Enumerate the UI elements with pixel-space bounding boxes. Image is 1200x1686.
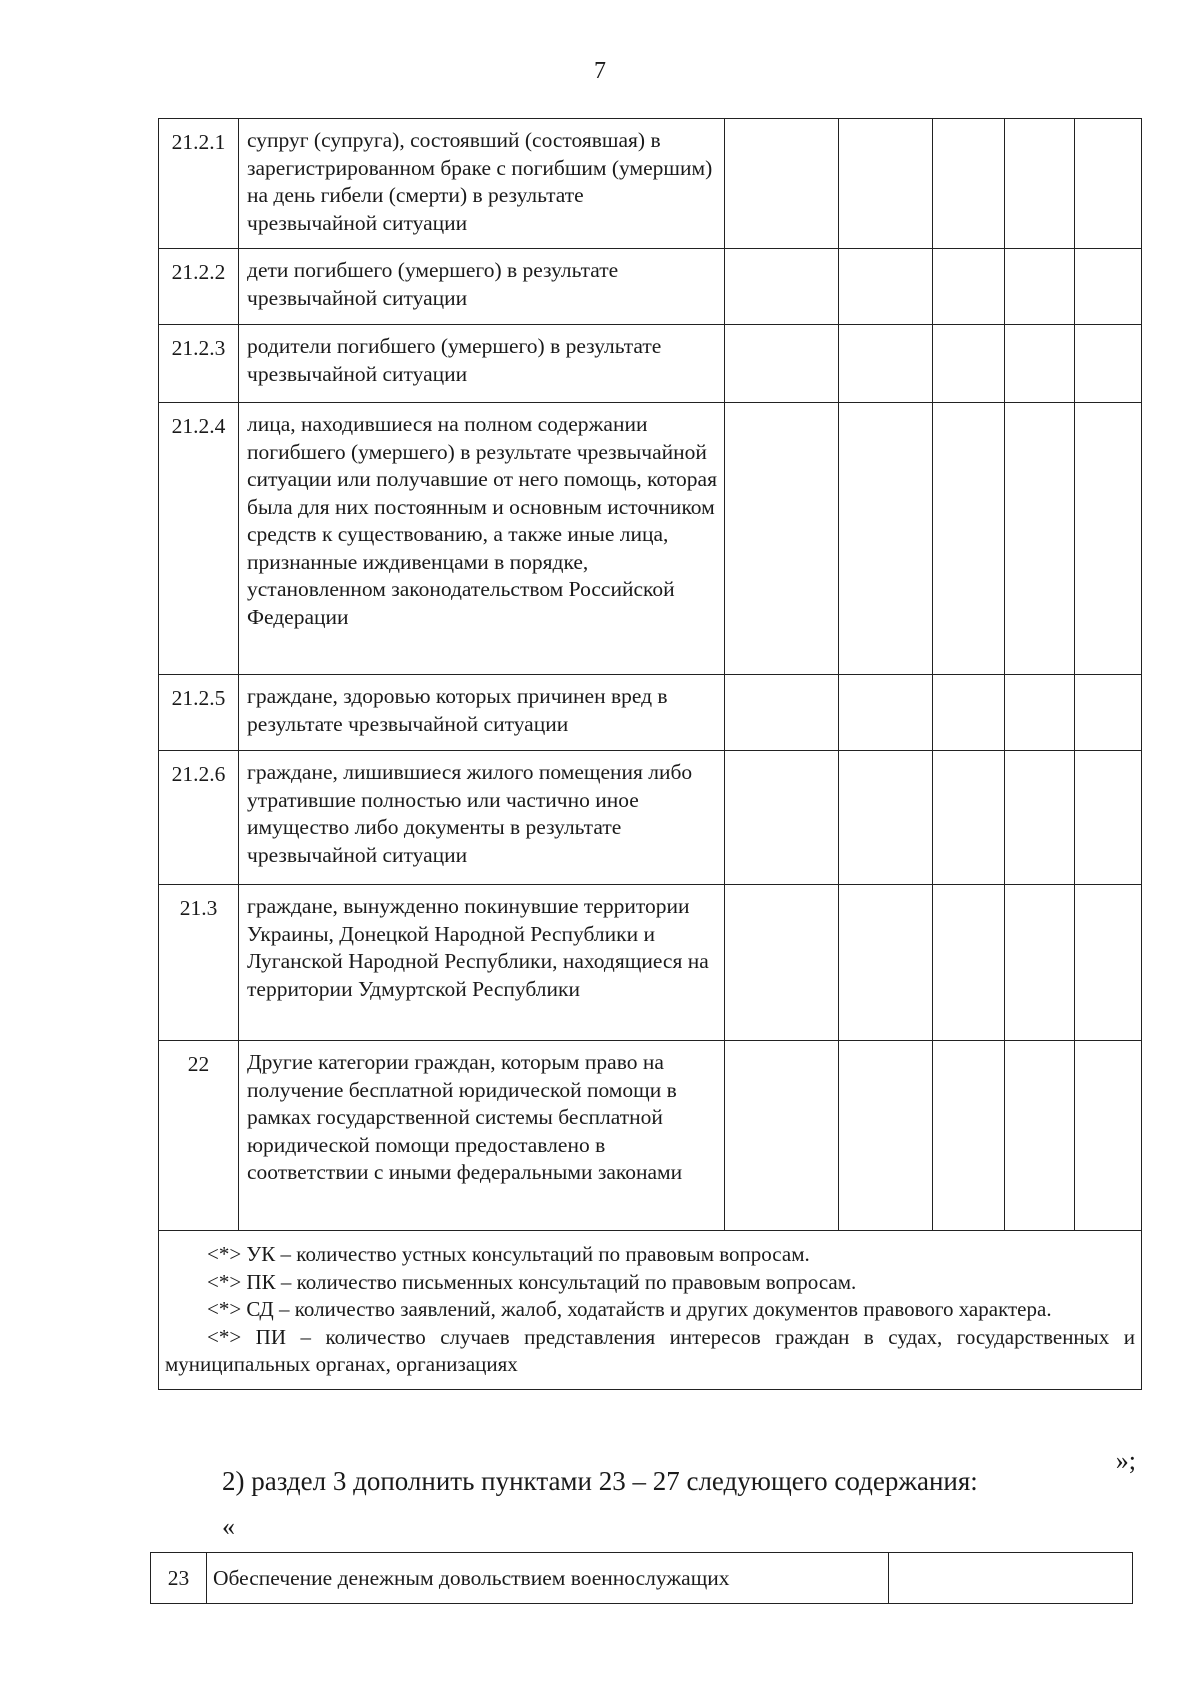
empty-cell: [725, 1041, 839, 1231]
section3-table: [150, 1552, 1133, 1604]
row-number: 21.2.5: [159, 675, 239, 751]
table-row: [159, 885, 1142, 1041]
row-number: 21.2.3: [159, 325, 239, 403]
empty-cell: [725, 751, 839, 885]
table-row: [159, 1041, 1142, 1231]
table-row: [151, 1553, 1133, 1604]
row-number: 21.2.1: [159, 119, 239, 249]
closing-quote: »;: [1115, 1446, 1136, 1475]
empty-cell: [1005, 751, 1075, 885]
table-row: [159, 403, 1142, 675]
footnotes: [159, 1231, 1142, 1390]
row-description: Другие категории граждан, которым право на получение бесплатной юридической помощи в рамках государственной системы бесплатной юридической помощи предоставлено в соответствии с иными федеральными законами: [239, 1041, 725, 1231]
empty-cell: [933, 249, 1005, 325]
empty-cell: [933, 675, 1005, 751]
empty-cell: [725, 325, 839, 403]
row-description: супруг (супруга), состоявший (состоявшая) в зарегистрированном браке с погибшим (умершим) на день гибели (смерти) в результате чрезвычайной ситуации: [239, 119, 725, 249]
row-description: граждане, здоровью которых причинен вред в результате чрезвычайной ситуации: [239, 675, 725, 751]
row-description: лица, находившиеся на полном содержании погибшего (умершего) в результате чрезвычайной ситуации или получавшие от него помощь, которая была для них постоянным и основным источником средств к существованию, а также иные лица, признанные иждивенцами в порядке, установленном законодательством Российской Федерации: [239, 403, 725, 675]
footnote-sd: <*> СД – количество заявлений, жалоб, ходатайств и других документов правового характера.: [207, 1297, 1052, 1321]
table-row: [159, 119, 1142, 249]
table-row: [159, 751, 1142, 885]
empty-cell: [839, 751, 933, 885]
page-number: 7: [594, 58, 606, 84]
row-description: граждане, вынужденно покинувшие территории Украины, Донецкой Народной Республики и Луганской Народной Республики, находящиеся на территории Удмуртской Республики: [239, 885, 725, 1041]
row-description: граждане, лишившиеся жилого помещения либо утратившие полностью или частично иное имущество либо документы в результате чрезвычайной ситуации: [239, 751, 725, 885]
empty-cell: [933, 403, 1005, 675]
footnote-pi: <*> ПИ – количество случаев представления интересов граждан в судах, государственных и муниципальных органах, организациях: [165, 1324, 1135, 1376]
empty-cell: [839, 403, 933, 675]
empty-cell: [1075, 119, 1142, 249]
empty-cell: [839, 675, 933, 751]
empty-cell: [889, 1553, 1133, 1604]
row-number: 21.3: [159, 885, 239, 1041]
row-description: родители погибшего (умершего) в результате чрезвычайной ситуации: [239, 325, 725, 403]
empty-cell: [1005, 325, 1075, 403]
empty-cell: [1005, 249, 1075, 325]
empty-cell: [1075, 751, 1142, 885]
row-description: Обеспечение денежным довольствием военнослужащих: [207, 1553, 889, 1604]
empty-cell: [725, 675, 839, 751]
empty-cell: [1005, 403, 1075, 675]
notes-row: [159, 1231, 1142, 1390]
table-row: [159, 675, 1142, 751]
footnote-pk: <*> ПК – количество письменных консультаций по правовым вопросам.: [207, 1269, 857, 1294]
row-number: 22: [159, 1041, 239, 1231]
empty-cell: [1075, 249, 1142, 325]
empty-cell: [839, 1041, 933, 1231]
row-number: 21.2.4: [159, 403, 239, 675]
row-number: 23: [151, 1553, 207, 1604]
empty-cell: [1075, 885, 1142, 1041]
empty-cell: [725, 249, 839, 325]
table-row: [159, 249, 1142, 325]
empty-cell: [933, 119, 1005, 249]
empty-cell: [839, 119, 933, 249]
empty-cell: [839, 325, 933, 403]
empty-cell: [1005, 885, 1075, 1041]
empty-cell: [1005, 675, 1075, 751]
empty-cell: [1075, 403, 1142, 675]
table-row: [159, 325, 1142, 403]
empty-cell: [933, 885, 1005, 1041]
empty-cell: [725, 403, 839, 675]
row-number: 21.2.6: [159, 751, 239, 885]
empty-cell: [1005, 1041, 1075, 1231]
empty-cell: [933, 751, 1005, 885]
empty-cell: [725, 885, 839, 1041]
empty-cell: [933, 325, 1005, 403]
footnote-uk: <*> УК – количество устных консультаций по правовым вопросам.: [207, 1242, 810, 1266]
empty-cell: [725, 119, 839, 249]
empty-cell: [1005, 119, 1075, 249]
empty-cell: [1075, 325, 1142, 403]
empty-cell: [839, 249, 933, 325]
empty-cell: [933, 1041, 1005, 1231]
row-number: 21.2.2: [159, 249, 239, 325]
services-table: [158, 118, 1142, 1390]
empty-cell: [839, 885, 933, 1041]
empty-cell: [1075, 1041, 1142, 1231]
row-description: дети погибшего (умершего) в результате чрезвычайной ситуации: [239, 249, 725, 325]
amendment-text: 2) раздел 3 дополнить пунктами 23 – 27 следующего содержания:: [222, 1466, 978, 1496]
opening-quote: «: [222, 1512, 235, 1541]
empty-cell: [1075, 675, 1142, 751]
